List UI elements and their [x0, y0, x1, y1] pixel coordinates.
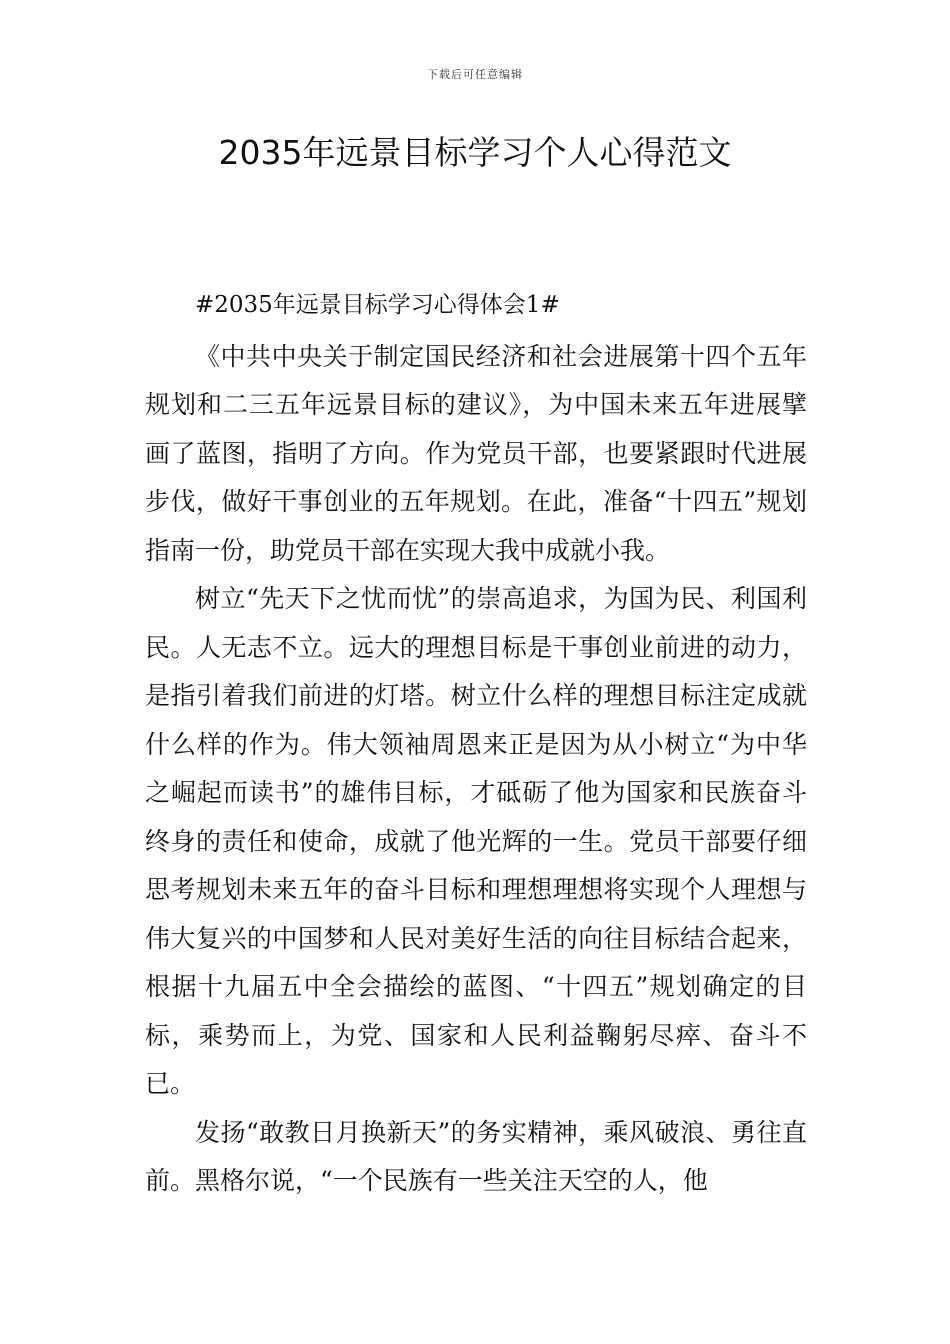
- paragraph: 《中共中央关于制定国民经济和社会进展第十四个五年规划和二三五年远景目标的建议》，为中国未来五年进展擘画了蓝图，指明了方向。作为党员干部，也要紧跟时代进展步伐，做好干事创业的五年规划。在此，准备“十四五”规划指南一份，助党员干部在实现大我中成就小我。: [145, 341, 807, 565]
- paragraph: 树立“先天下之忧而忧”的崇高追求，为国为民、利国利民。人无志不立。远大的理想目标是干事创业前进的动力，是指引着我们前进的灯塔。树立什么样的理想目标注定成就什么样的作为。伟大领袖周恩来正是因为从小树立“为中华之崛起而读书”的雄伟目标，才砥砺了他为国家和民族奋斗终身的责任和使命，成就了他光辉的一生。党员干部要仔细思考规划未来五年的奋斗目标和理想理想将实现个人理想与伟大复兴的中国梦和人民对美好生活的向往目标结合起来，根据十九届五中全会描绘的蓝图、“十四五”规划确定的目标，乘势而上，为党、国家和人民利益鞠躬尽瘁、奋斗不已。: [145, 584, 807, 1098]
- page-title: 2035年远景目标学习个人心得范文: [218, 133, 732, 172]
- paragraph: 发扬“敢教日月换新天”的务实精神，乘风破浪、勇往直前。黑格尔说，“一个民族有一些关注天空的人，他: [145, 1117, 807, 1195]
- document-body: [145, 281, 807, 1206]
- section-heading: #2035年远景目标学习心得体会1#: [195, 292, 560, 318]
- header-note: 下载后可任意编辑: [427, 68, 523, 81]
